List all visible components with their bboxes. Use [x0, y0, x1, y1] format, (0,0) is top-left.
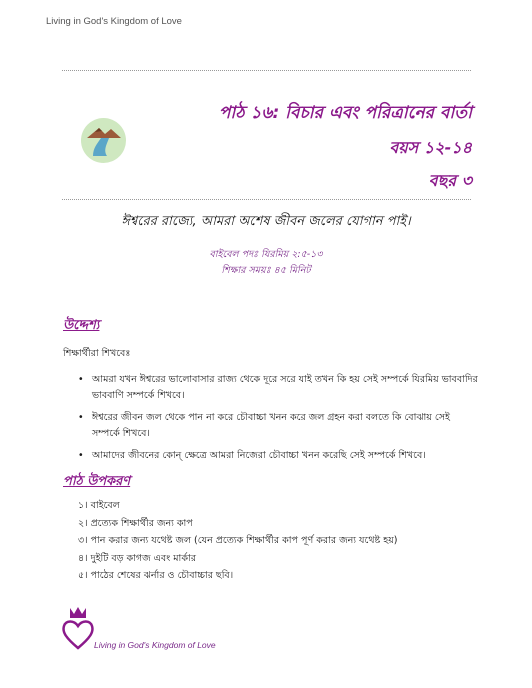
- page-footer: Living in God's Kingdom of Love: [94, 640, 216, 650]
- materials-heading: পাঠ উপকরণ: [63, 474, 131, 489]
- list-item: • আমরা যখন ঈশ্বরের ভালোবাসার রাজ্য থেকে দূরে সরে যাই তখন কি হয় সেই সম্পর্কে যিরমিয় ভাববাদির ভাববাণি সম্পর্কে শিখবে।: [78, 374, 478, 401]
- age-range: বয়স ১২-১৪: [389, 138, 472, 157]
- list-item: ৪। দুইটি বড় কাগজ এবং মার্কার: [78, 552, 196, 564]
- page-header: Living in God's Kingdom of Love: [46, 16, 182, 27]
- objectives-list: [78, 372, 478, 470]
- list-item: • ঈশ্বরের জীবন জল থেকে পান না করে চৌবাচ্চা খনন করে জল গ্রহন করা বলতে কি বোঝায় সেই সম্পর্কে শিখবে।: [78, 412, 450, 439]
- crown-heart-icon: [60, 606, 96, 652]
- list-item: ১। বাইবেল: [78, 500, 120, 511]
- list-item: ৩। পান করার জন্য যথেষ্ট জল (যেন প্রত্যেক শিক্ষার্থীর কাপ পূর্ণ করার জন্য যথেষ্ট হয়): [78, 535, 398, 546]
- curriculum-year: বছর ৩: [428, 171, 472, 190]
- lesson-motto: ঈশ্বরের রাজ্যে, আমরা অশেষ জীবন জলের যোগান পাই।: [121, 214, 411, 229]
- objectives-intro: শিক্ষার্থীরা শিখবেঃ: [63, 348, 131, 359]
- objectives-heading: উদ্দেশ্য: [63, 318, 100, 333]
- top-divider: [62, 70, 471, 71]
- title-divider: [62, 199, 471, 200]
- materials-list: [78, 497, 398, 585]
- list-item: ৫। পাঠের শেষের ঝর্নার ও চৌবাচ্চার ছবি।: [78, 570, 234, 581]
- lesson-time: শিক্ষার সময়ঃ ৪৫ মিনিট: [221, 265, 311, 276]
- list-item: • আমাদের জীবনের কোন্ ক্ষেত্রে আমরা নিজেরা চৌবাচ্চা খনন করেছি সেই সম্পর্কে শিখবে।: [78, 448, 478, 464]
- bullet-icon: •: [78, 450, 84, 461]
- list-item: ২। প্রত্যেক শিক্ষার্থীর জন্য কাপ: [78, 517, 193, 529]
- bible-reference: বাইবেল পদঃ যিরমিয় ২:৫-১৩: [209, 249, 323, 260]
- mountain-water-icon: [81, 118, 126, 163]
- lesson-title: পাঠ ১৬: বিচার এবং পরিত্রানের বার্তা: [218, 103, 472, 123]
- bullet-icon: •: [78, 412, 84, 423]
- bullet-icon: •: [78, 374, 84, 385]
